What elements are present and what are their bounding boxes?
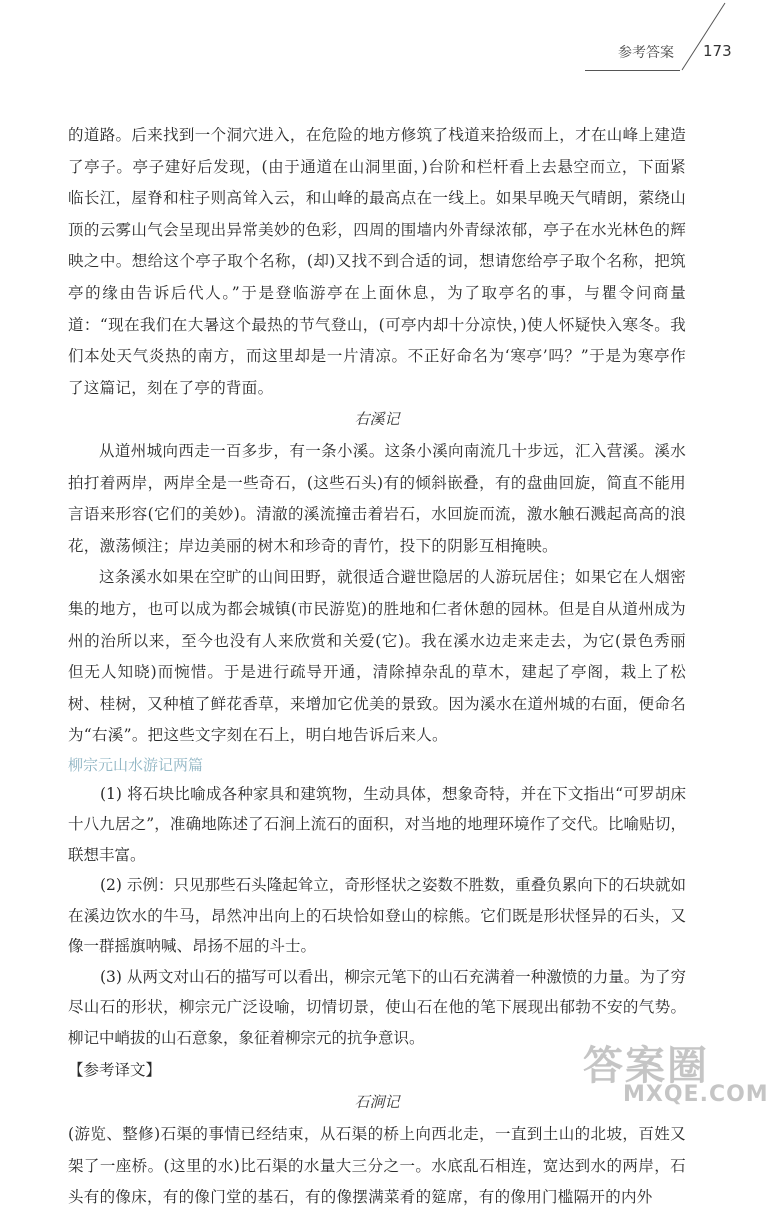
essay-title-youxi: 右溪记 — [354, 410, 400, 429]
answer-1: (1) 将石块比喻成各种家具和建筑物，生动具体，想象奇特，并在下文指出“可罗胡床十八九居之”，准确地陈述了石涧上流石的面积，对当地的地理环境作了交代。比喻贴切，联想丰富。 — [68, 784, 686, 864]
paragraph-shijian-1: (游览、整修)石渠的事情已经结束，从石渠的桥上向西北走，一直到土山的北坡，百姓又架了一座桥。(这里的水)比石渠的水量大三分之一。水底乱石相连，宽达到水的两岸，石头有的像床，有的像门堂的基石，有的像摆满菜肴的筵席，有的像用门槛隔开的内外 — [68, 1124, 686, 1207]
page-header — [0, 0, 750, 80]
paragraph-youxi-2: 这条溪水如果在空旷的山间田野，就很适合避世隐居的人游玩居住；如果它在人烟密集的地方，也可以成为都会城镇(市民游览)的胜地和仁者休憩的园林。但是自从道州成为州的治所以来，至今也没有人来欣赏和关爱(它)。我在溪水边走来走去，为它(景色秀丽但无人知晓)而惋惜。于是进行疏导开通，清除掉杂乱的草木，建起了亭阁，栽上了松树、桂树，又种植了鲜花香草，来增加它优美的景致。因为溪水在道州城的右面，便命名为“右溪”。把这些文字刻在石上，明白地告诉后来人。 — [68, 568, 686, 745]
header-rule — [585, 70, 680, 71]
answer-3: (3) 从两文对山石的描写可以看出，柳宗元笔下的山石充满着一种激愤的力量。为了穷尽山石的形状，柳宗元广泛设喻，切情切景，使山石在他的笔下展现出郁勃不安的气势。柳记中峭拔的山石意象，象征着柳宗元的抗争意识。 — [68, 967, 686, 1047]
page-number: 173 — [703, 42, 732, 60]
section-label: 参考答案 — [618, 45, 674, 61]
header-divider-icon — [0, 0, 750, 80]
essay-title-shijian: 石涧记 — [354, 1093, 400, 1112]
watermark-logo — [575, 1030, 769, 1116]
watermark-url: MXQE.COM — [623, 1082, 769, 1107]
section-heading: 柳宗元山水游记两篇 — [68, 755, 204, 774]
paragraph-youxi-1: 从道州城向西走一百多步，有一条小溪。这条小溪向南流几十步远，汇入营溪。溪水拍打着两岸，两岸全是一些奇石，(这些石头)有的倾斜嵌叠，有的盘曲回旋，简直不能用言语来形容(它们的美妙)。清澈的溪流撞击着岩石，水回旋而流，激水触石溅起高高的浪花，激荡倾注；岸边美丽的树木和珍奇的青竹，投下的阴影互相掩映。 — [68, 441, 686, 555]
answer-2: (2) 示例：只见那些石头隆起耸立，奇形怪状之姿数不胜数，重叠负累向下的石块就如在溪边饮水的牛马，昂然冲出向上的石块恰如登山的棕熊。它们既是形状怪异的石头，又像一群摇旗呐喊、昂扬不屈的斗士。 — [68, 876, 686, 956]
watermark-text: 答案圈 — [583, 1043, 709, 1089]
paragraph-continuation: 的道路。后来找到一个洞穴进入，在危险的地方修筑了栈道来拾级而上，才在山峰上建造了亭子。亭子建好后发现，(由于通道在山洞里面，)台阶和栏杆看上去悬空而立，下面紧临长江，屋脊和柱子则高耸入云，和山峰的最高点在一线上。如果早晚天气晴朗，萦绕山顶的云雾山气会呈现出异常美妙的色彩，四周的围墙内外青绿浓郁，亭子在水光林色的辉映之中。想给这个亭子取个名称，(却)又找不到合适的词，想请您给亭子取个名称，把筑亭的缘由告诉后代人。”于是登临游亭在上面休息，为了取亭名的事，与瞿令问商量道：“现在我们在大暑这个最热的节气登山，(可亭内却十分凉快，)使人怀疑快入寒冬。我们本处天气炎热的南方，而这里却是一片清凉。不正好命名为‘寒亭’吗？”于是为寒亭作了这篇记，刻在了亭的背面。 — [68, 126, 686, 397]
translation-label: 【参考译文】 — [68, 1061, 162, 1080]
